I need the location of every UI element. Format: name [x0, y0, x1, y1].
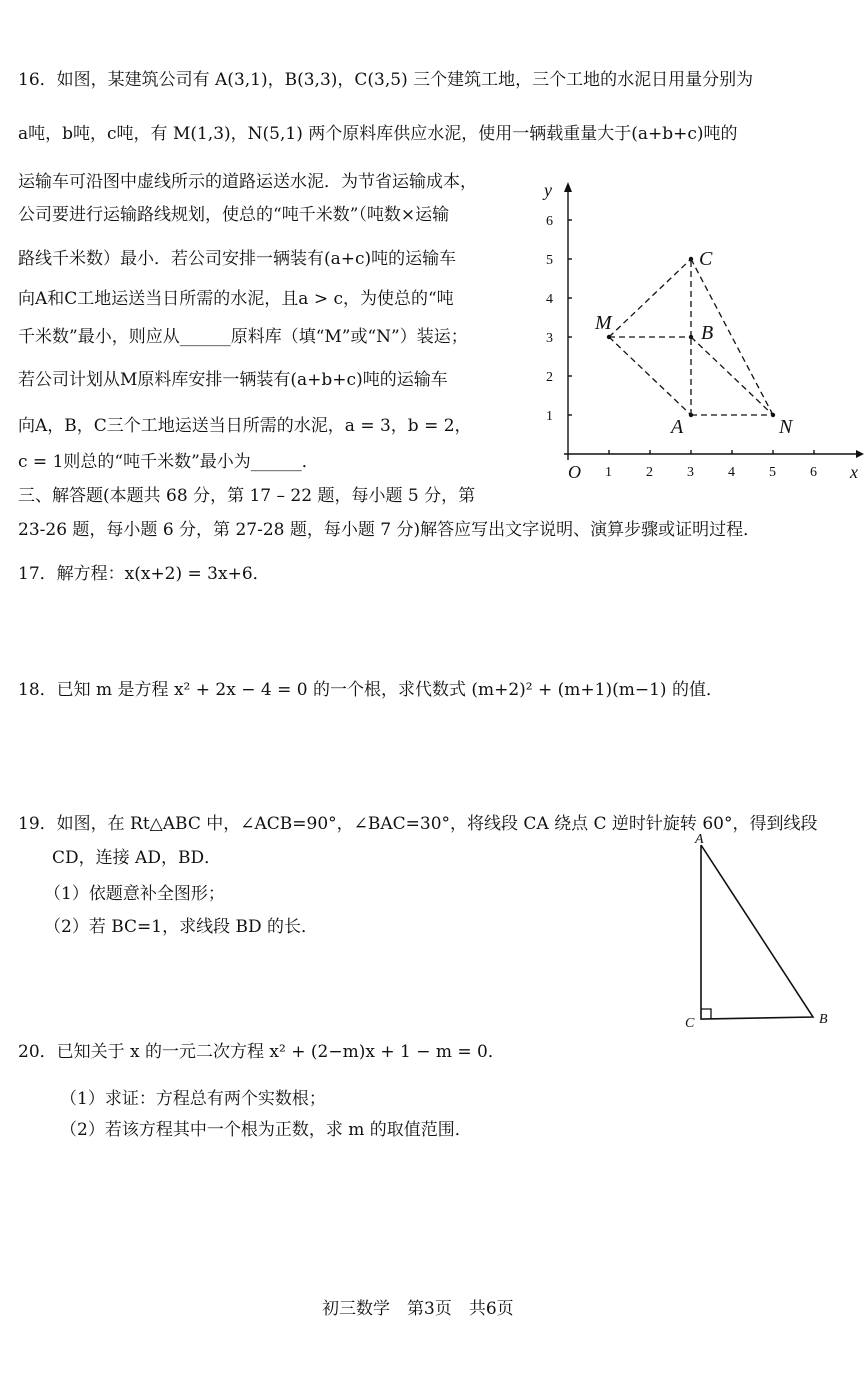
- point-label-A: A: [671, 416, 684, 438]
- road-BN: [691, 337, 773, 415]
- triangle-abc: [701, 845, 813, 1019]
- y-tick-label: 5: [546, 253, 553, 268]
- q16-line-9: 向A，B，C三个工地运送当日所需的水泥，a = 3，b = 2，: [18, 416, 472, 436]
- y-tick-label: 6: [546, 214, 553, 229]
- page-footer: 初三数学 第3页 共6页: [322, 1299, 514, 1319]
- q16-line-5: 路线千米数）最小．若公司安排一辆装有(a+c)吨的运输车: [18, 249, 457, 269]
- point-B: [689, 335, 693, 339]
- q16-line-3: 运输车可沿图中虚线所示的道路运送水泥．为节省运输成本，: [18, 172, 477, 192]
- q20-line-3: （2）若该方程其中一个根为正数，求 m 的取值范围．: [60, 1120, 472, 1140]
- road-MA: [609, 337, 691, 415]
- q19-line-1: 19．如图，在 Rt△ABC 中，∠ACB=90°，∠BAC=30°，将线段 CA 绕点 C 逆时针旋转 60°，得到线段: [18, 814, 818, 834]
- q20-line-2: （1）求证：方程总有两个实数根；: [60, 1089, 326, 1109]
- q17-text: 17．解方程：x(x+2) = 3x+6．: [18, 564, 270, 584]
- point-N: [771, 413, 775, 417]
- x-tick-label: 4: [728, 465, 735, 480]
- x-tick-label: 3: [687, 465, 694, 480]
- point-M: [607, 335, 611, 339]
- q16-line-1: 16．如图，某建筑公司有 A(3,1)，B(3,3)，C(3,5) 三个建筑工地，三个工地的水泥日用量分别为: [18, 70, 754, 90]
- x-tick-label: 1: [605, 465, 612, 480]
- y-axis-arrow: [564, 182, 572, 192]
- x-axis-arrow: [856, 450, 864, 458]
- q19-line-4: （2）若 BC=1，求线段 BD 的长．: [44, 917, 319, 937]
- y-tick-label: 3: [546, 331, 553, 346]
- y-axis-label: y: [544, 180, 552, 200]
- q19-line-2: CD，连接 AD，BD．: [52, 848, 222, 868]
- q20-line-1: 20．已知关于 x 的一元二次方程 x² + (2−m)x + 1 − m = 0．: [18, 1042, 505, 1062]
- q16-line-2: a吨，b吨，c吨，有 M(1,3)，N(5,1) 两个原料库供应水泥，使用一辆载重量大于(a+b+c)吨的: [18, 124, 738, 144]
- point-label-M: M: [595, 312, 612, 334]
- q16-line-8: 若公司计划从M原料库安排一辆装有(a+b+c)吨的运输车: [18, 370, 448, 390]
- q16-line-10: c = 1则总的“吨千米数”最小为______．: [18, 452, 319, 472]
- point-label-B: B: [701, 322, 714, 344]
- y-tick-label: 2: [546, 370, 553, 385]
- q16-line-7: 千米数”最小，则应从______原料库（填“M”或“N”）装运；: [18, 327, 468, 347]
- x-tick-label: 6: [810, 465, 817, 480]
- section3-line-2: 23-26 题，每小题 6 分，第 27-28 题，每小题 7 分)解答应写出文字说明、演算步骤或证明过程．: [18, 520, 761, 540]
- right-angle-mark: [701, 1009, 711, 1019]
- q16-line-6: 向A和C工地运送当日所需的水泥，且a > c，为使总的“吨: [18, 289, 454, 309]
- q19-line-3: （1）依题意补全图形；: [44, 884, 225, 904]
- point-A: [689, 413, 693, 417]
- x-tick-label: 5: [769, 465, 776, 480]
- origin-label: O: [568, 462, 581, 482]
- q16-coordinate-graph: [540, 178, 867, 490]
- point-C: [689, 257, 693, 261]
- label-b: B: [819, 1012, 828, 1027]
- q16-line-4: 公司要进行运输路线规划，使总的“吨千米数”（吨数×运输: [18, 205, 450, 225]
- x-axis-label: x: [850, 462, 858, 482]
- x-tick-label: 2: [646, 465, 653, 480]
- label-c: C: [685, 1016, 695, 1031]
- y-tick-label: 4: [546, 292, 553, 307]
- road-MC: [609, 259, 691, 337]
- section3-line-1: 三、解答题(本题共 68 分，第 17 – 22 题，每小题 5 分，第: [18, 486, 476, 506]
- q18-text: 18．已知 m 是方程 x² + 2x − 4 = 0 的一个根，求代数式 (m+2)² + (m+1)(m−1) 的值．: [18, 680, 723, 700]
- label-a: A: [695, 832, 704, 847]
- point-label-N: N: [779, 416, 793, 438]
- point-label-C: C: [699, 248, 713, 270]
- q19-triangle-figure: [675, 832, 845, 1035]
- y-tick-label: 1: [546, 409, 553, 424]
